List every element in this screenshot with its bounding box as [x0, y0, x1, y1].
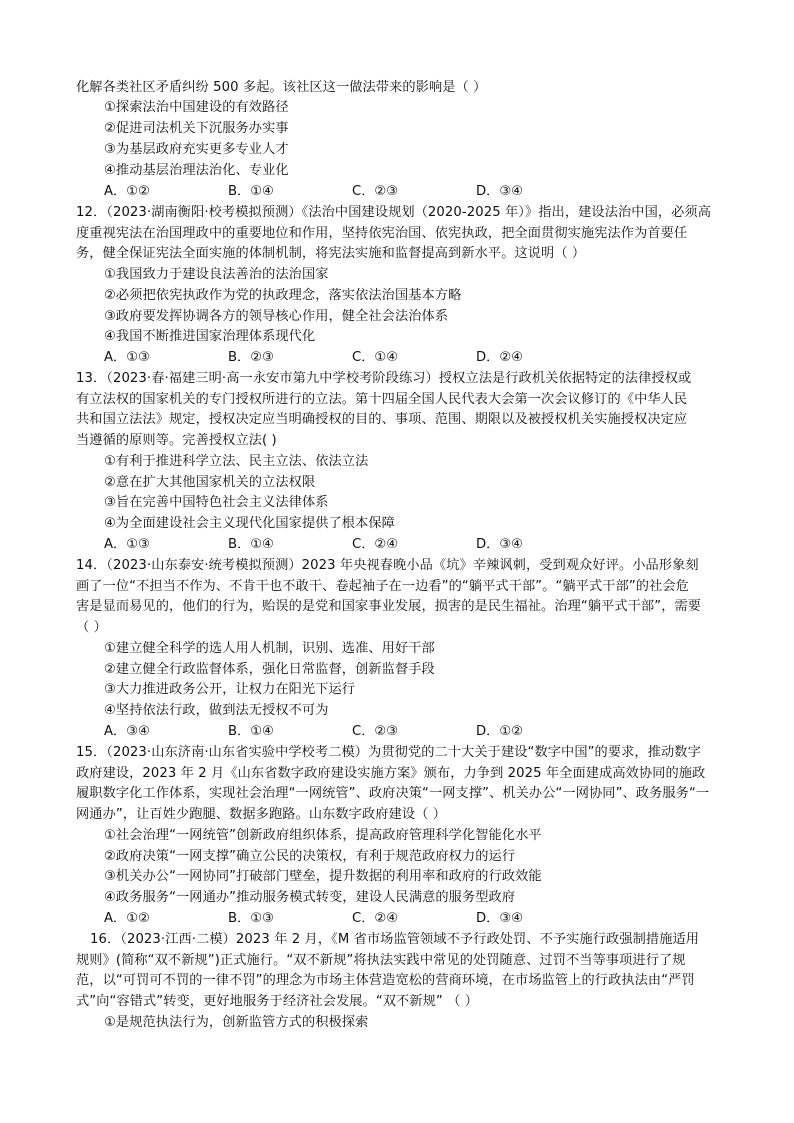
answer-options	[104, 722, 523, 742]
statement-item: ③政府要发挥协调各方的领导核心作用，健全社会法治体系	[104, 309, 449, 324]
question-text: 共和国立法法》规定，授权决定应当明确授权的目的、事项、范围、期限以及被授权机关实施授权决定应	[76, 412, 688, 427]
question-text: 12．（2023·湖南衡阳·校考模拟预测）《法治中国建设规划（2020-2025 年）》指出，建设法治中国，必须高	[76, 205, 712, 220]
question-text: 有立法权的国家机关的专门授权所进行的立法。第十四届全国人民代表大会第一次会议修订的《中华人民	[76, 392, 688, 407]
option-b[interactable]: B．①③	[228, 911, 274, 926]
option-d[interactable]: D．②④	[476, 350, 523, 365]
option-c[interactable]: C．②④	[352, 911, 399, 926]
question-text: 范，以“可罚可不罚的一律不罚”的理念为市场主体营造宽松的营商环境，在市场监管上的行政执法由“严罚	[76, 973, 695, 988]
option-a[interactable]: A．③④	[104, 724, 150, 739]
option-a[interactable]: A．①②	[104, 911, 150, 926]
question-text: 度重视宪法在治国理政中的重要地位和作用，坚持依宪治国、依宪执政，把全面贯彻实施宪法作为首要任	[76, 226, 688, 241]
statement-item: ②意在扩大其他国家机关的立法权限	[104, 475, 316, 490]
question-text: 式”向“容错式”转变，更好地服务于经济社会发展。“双不新规” （ ）	[76, 994, 479, 1009]
option-d[interactable]: D．①②	[476, 724, 523, 739]
question-text: 务，健全保证宪法全面实施的体制机制，将宪法实施和监督提高到新水平。这说明（ ）	[76, 246, 586, 261]
question-text: 当遵循的原则等。完善授权立法( )	[76, 433, 277, 448]
statement-item: ③旨在完善中国特色社会主义法律体系	[104, 495, 329, 510]
statement-item: ②促进司法机关下沉服务办实事	[104, 121, 289, 136]
option-b[interactable]: B．①④	[228, 724, 274, 739]
option-c[interactable]: C．②④	[352, 537, 399, 552]
question-text: 网通办”，让百姓少跑腿、数据多跑路。山东数字政府建设（ ）	[76, 807, 446, 822]
statement-item: ④政务服务“一网通办”推动服务模式转变，建设人民满意的服务型政府	[104, 890, 516, 905]
statement-item: ②建立健全行政监督体系，强化日常监督，创新监督手段	[104, 662, 435, 677]
option-d[interactable]: D．③④	[476, 537, 523, 552]
option-a[interactable]: A．①③	[104, 350, 150, 365]
question-text: 13．（2023·春·福建三明·高一永安市第九中学校考阶段练习）授权立法是行政机关依据特定的法律授权或	[76, 371, 692, 386]
statement-item: ④我国不断推进国家治理体系现代化	[104, 329, 316, 344]
question-text: （ ）	[76, 620, 107, 635]
question-text: 画了一位“不担当不作为、不肯干也不敢干、卷起袖子在一边看”的“躺平式干部”。“躺平式干部”的社会危	[76, 579, 689, 594]
question-text: 16．（2023·江西·二模）2023 年 2 月，《M 省市场监管领域不予行政处罚、不予实施行政强制措施适用	[90, 932, 700, 947]
statement-item: ③机关办公“一网协同”打破部门壁垒，提升数据的利用率和政府的行政效能	[104, 869, 542, 884]
option-b[interactable]: B．①④	[228, 184, 274, 199]
question-text: 政府建设，2023 年 2 月《山东省数字政府建设实施方案》颁布，力争到 2025 年全面建成高效协同的施政	[76, 766, 706, 781]
statement-item: ②必须把依宪执政作为党的执政理念，落实依法治国基本方略	[104, 288, 462, 303]
option-b[interactable]: B．①④	[228, 537, 274, 552]
option-a[interactable]: A．①③	[104, 537, 150, 552]
option-c[interactable]: C．②③	[352, 724, 399, 739]
option-c[interactable]: C．②③	[352, 184, 399, 199]
answer-options	[104, 182, 523, 202]
question-text: 化解各类社区矛盾纠纷 500 多起。该社区这一做法带来的影响是（ ）	[76, 80, 487, 95]
statement-item: ①有利于推进科学立法、民主立法、依法立法	[104, 454, 369, 469]
statement-item: ④坚持依法行政，做到法无授权不可为	[104, 703, 329, 718]
statement-item: ④推动基层治理法治化、专业化	[104, 163, 289, 178]
statement-item: ①建立健全科学的选人用人机制，识别、选准、用好干部	[104, 641, 435, 656]
option-c[interactable]: C．①④	[352, 350, 399, 365]
option-d[interactable]: D．③④	[476, 184, 523, 199]
question-text: 履职数字化工作体系，实现社会治理“一网统管”、政府决策“一网支撑”、机关办公“一网协同”、政务服务“一	[76, 786, 710, 801]
statement-item: ①探索法治中国建设的有效路径	[104, 100, 289, 115]
statement-item: ①我国致力于建设良法善治的法治国家	[104, 267, 329, 282]
option-b[interactable]: B．②③	[228, 350, 274, 365]
question-text: 15．（2023·山东济南·山东省实验中学校考二模）为贯彻党的二十大关于建设“数字中国”的要求，推动数字	[76, 745, 701, 760]
statement-item: ③为基层政府充实更多专业人才	[104, 142, 289, 157]
answer-options	[104, 348, 523, 368]
statement-item: ③大力推进政务公开，让权力在阳光下运行	[104, 682, 356, 697]
statement-item: ①社会治理“一网统管”创新政府组织体系，提高政府管理科学化智能化水平	[104, 828, 542, 843]
question-text: 害是显而易见的，他们的行为，贻误的是党和国家事业发展，损害的是民生福祉。治理“躺平式干部”，需要	[76, 599, 702, 614]
answer-options	[104, 535, 523, 555]
option-d[interactable]: D．③④	[476, 911, 523, 926]
option-a[interactable]: A．①②	[104, 184, 150, 199]
statement-item: ①是规范执法行为，创新监管方式的积极探索	[104, 1015, 369, 1030]
answer-options	[104, 909, 523, 929]
statement-item: ②政府决策“一网支撑”确立公民的决策权，有利于规范政府权力的运行	[104, 849, 516, 864]
statement-item: ④为全面建设社会主义现代化国家提供了根本保障	[104, 516, 395, 531]
question-text: 14．（2023·山东泰安·统考模拟预测）2023 年央视春晚小品《坑》辛辣讽刺，受到观众好评。小品形象刻	[76, 558, 699, 573]
question-text: 规则》(简称“双不新规”)正式施行。“双不新规”将执法实践中常见的处罚随意、过罚不当等事项进行了规	[76, 953, 686, 968]
